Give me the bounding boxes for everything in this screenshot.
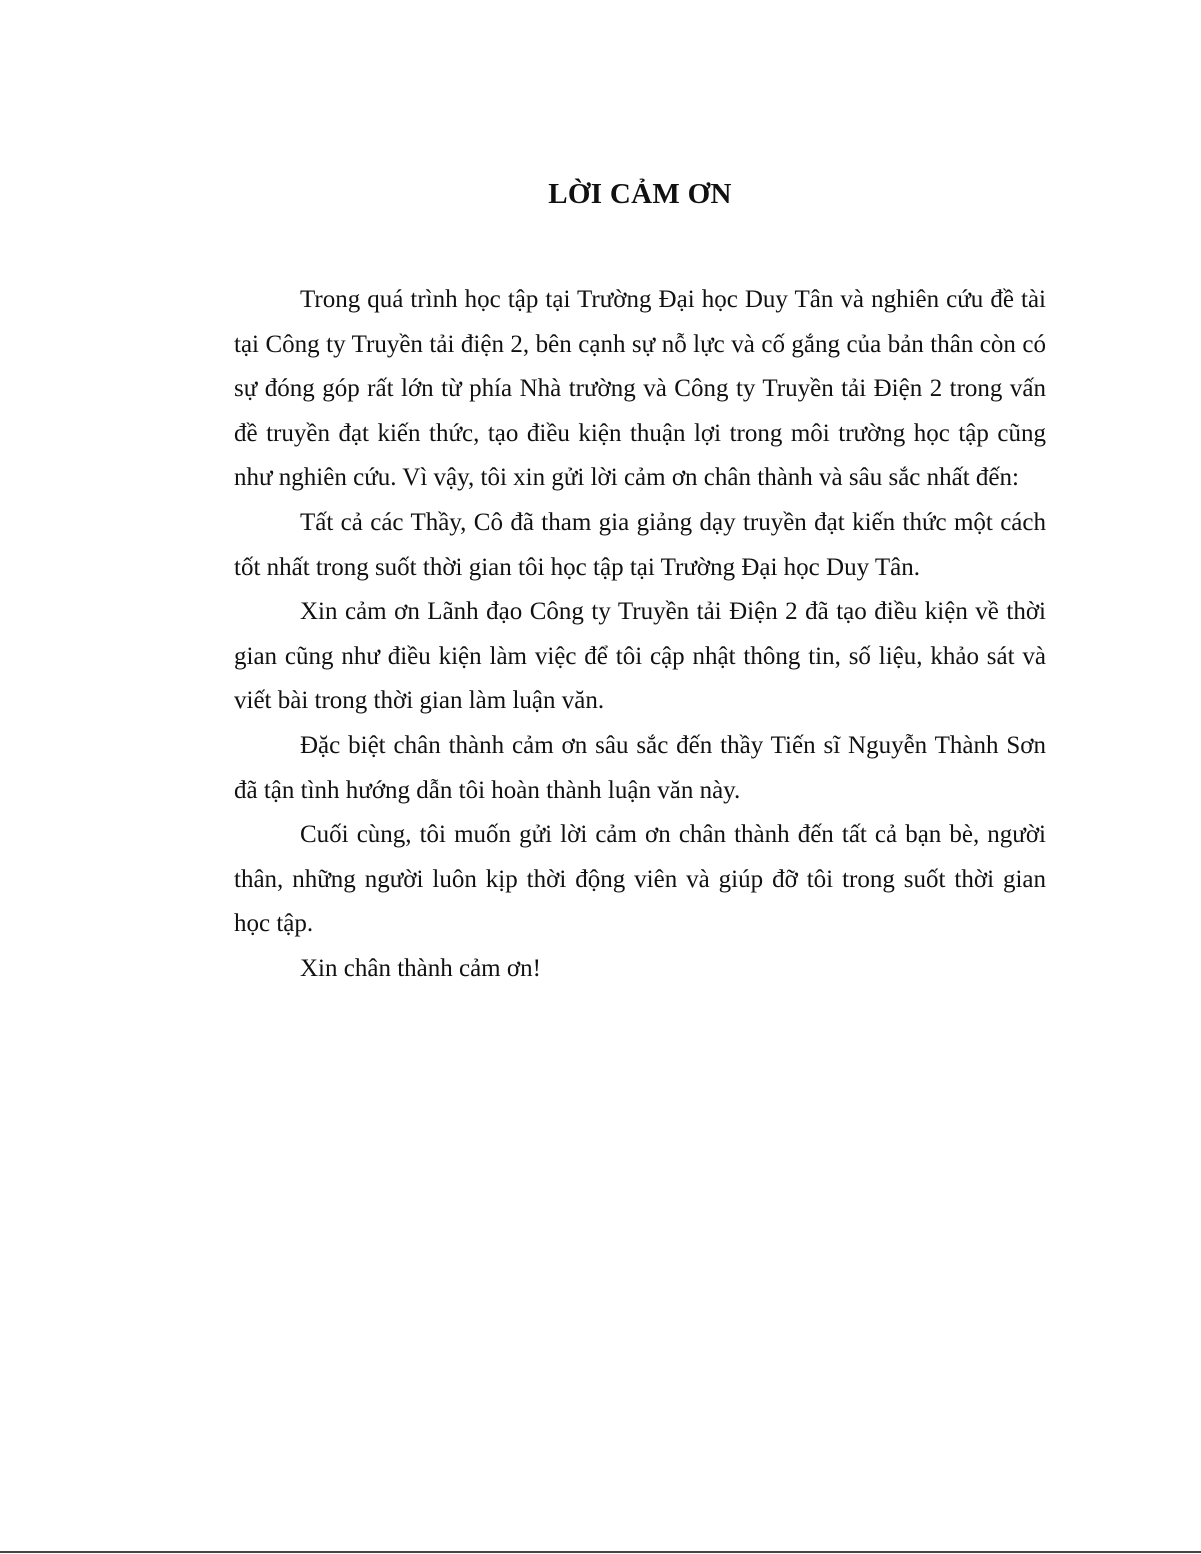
paragraph-company: Xin cảm ơn Lãnh đạo Công ty Truyền tải Điện 2 đã tạo điều kiện về thời gian cũng như điều kiện làm việc để tôi cập nhật thông tin, số liệu, khảo sát và viết bài trong thời gian làm luận văn. — [234, 598, 1046, 715]
paragraph-supervisor: Đặc biệt chân thành cảm ơn sâu sắc đến thầy Tiến sĩ Nguyễn Thành Sơn đã tận tình hướng dẫn tôi hoàn thành luận văn này. — [234, 731, 1046, 804]
acknowledgement-body — [234, 278, 1046, 992]
paragraph-intro: Trong quá trình học tập tại Trường Đại học Duy Tân và nghiên cứu đề tài tại Công ty Truyền tải điện 2, bên cạnh sự nỗ lực và cố gắng của bản thân còn có sự đóng góp rất lớn từ phía Nhà trường và Công ty Truyền tải Điện 2 trong vấn đề truyền đạt kiến thức, tạo điều kiện thuận lợi trong môi trường học tập cũng như nghiên cứu. Vì vậy, tôi xin gửi lời cảm ơn chân thành và sâu sắc nhất đến: — [234, 286, 1046, 492]
page-bottom-rule — [0, 1551, 1201, 1553]
page-title: LỜI CẢM ƠN — [548, 178, 732, 210]
paragraph-closing: Xin chân thành cảm ơn! — [300, 954, 541, 982]
paragraph-teachers: Tất cả các Thầy, Cô đã tham gia giảng dạy truyền đạt kiến thức một cách tốt nhất trong suốt thời gian tôi học tập tại Trường Đại học Duy Tân. — [234, 508, 1046, 581]
paragraph-friends-family: Cuối cùng, tôi muốn gửi lời cảm ơn chân thành đến tất cả bạn bè, người thân, những người luôn kịp thời động viên và giúp đỡ tôi trong suốt thời gian học tập. — [234, 821, 1046, 938]
